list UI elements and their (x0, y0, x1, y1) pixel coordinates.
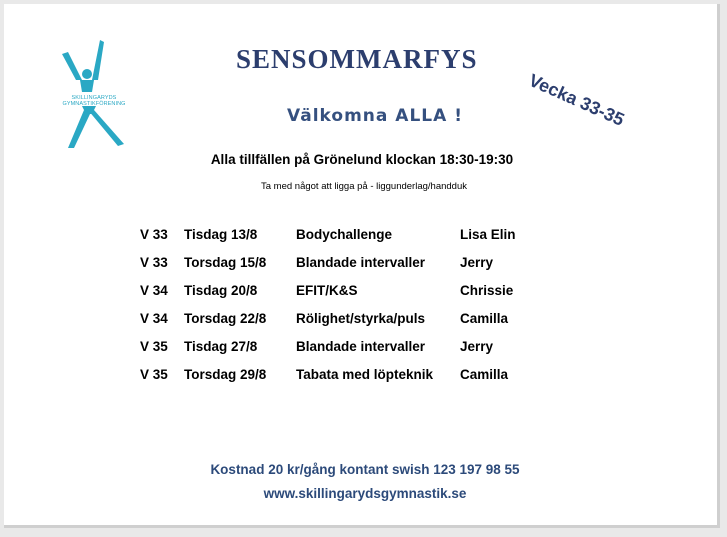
row-week: V 35 (140, 339, 168, 354)
cost-info: Kostnad 20 kr/gång kontant swish 123 197 98 55 (210, 462, 520, 477)
row-leader: Camilla (460, 311, 509, 326)
row-leader: Camilla (460, 367, 509, 382)
row-class: Blandade intervaller (296, 255, 426, 270)
row-leader: Jerry (460, 339, 494, 354)
row-leader: Chrissie (460, 283, 514, 298)
welcome-text: Välkomna ALLA ! (287, 106, 463, 126)
row-day: Tisdag 27/8 (184, 339, 258, 354)
row-day: Tisdag 13/8 (184, 227, 258, 242)
club-logo (54, 36, 134, 152)
logo-line-2: GYMNASTIKFÖRENING (62, 101, 126, 107)
row-class: EFIT/K&S (296, 283, 358, 298)
flyer-page (4, 4, 720, 528)
row-leader: Jerry (460, 255, 494, 270)
row-class: Bodychallenge (296, 227, 393, 242)
week-range: Vecka 33-35 (525, 70, 628, 130)
row-week: V 34 (140, 283, 168, 298)
row-week: V 35 (140, 367, 168, 382)
row-day: Tisdag 20/8 (184, 283, 258, 298)
row-day: Torsdag 22/8 (184, 311, 267, 326)
row-class: Blandade intervaller (296, 339, 426, 354)
row-day: Torsdag 29/8 (184, 367, 267, 382)
logo-line-1: SKILLINGARYDS (71, 95, 117, 101)
row-leader: Lisa Elin (460, 227, 516, 242)
row-class: Tabata med löpteknik (296, 367, 434, 382)
row-class: Rölighet/styrka/puls (296, 311, 426, 326)
page-title: SENSOMMARFYS (236, 44, 478, 74)
website-link[interactable]: www.skillingarydsgymnastik.se (263, 486, 467, 501)
row-week: V 34 (140, 311, 168, 326)
row-week: V 33 (140, 227, 168, 242)
row-week: V 33 (140, 255, 168, 270)
bring-note: Ta med något att ligga på - liggunderlag/handduk (261, 181, 467, 192)
row-day: Torsdag 15/8 (184, 255, 267, 270)
gymnast-figure-icon (54, 36, 134, 152)
venue-time: Alla tillfällen på Grönelund klockan 18:30-19:30 (210, 152, 514, 167)
